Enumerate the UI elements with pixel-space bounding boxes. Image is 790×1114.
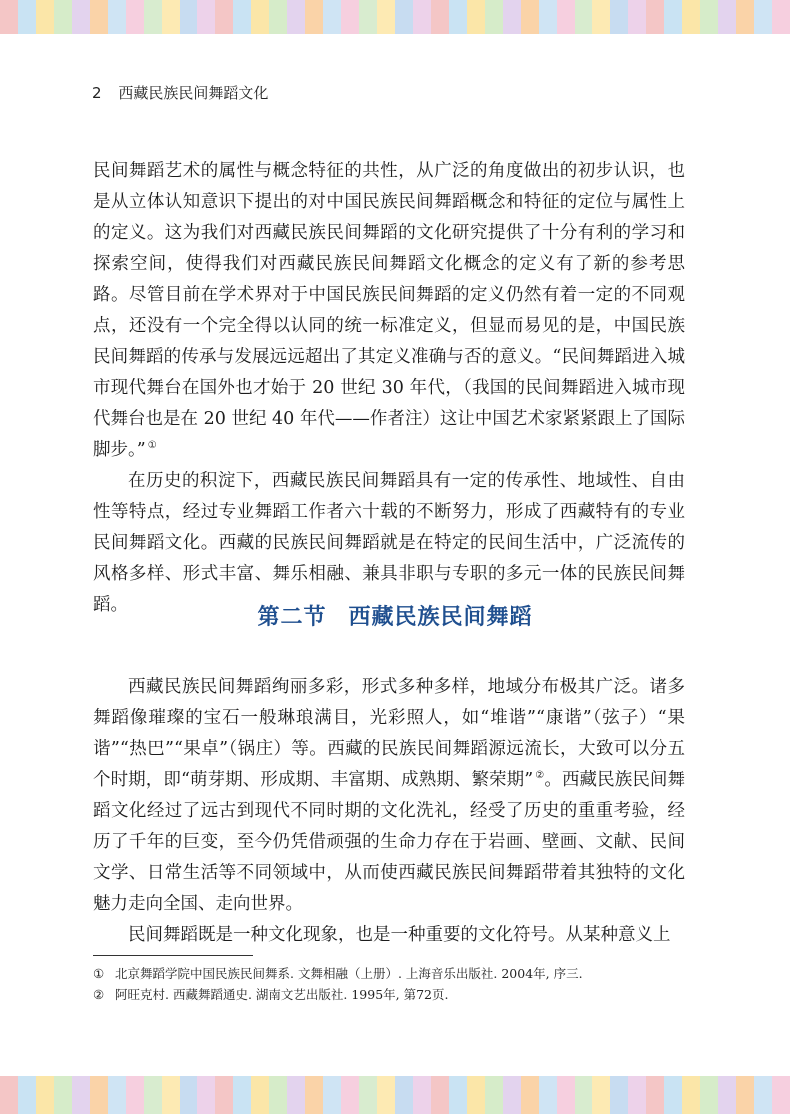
- stripe: [431, 1076, 449, 1114]
- stripe: [341, 1076, 359, 1114]
- stripe: [359, 1076, 377, 1114]
- stripe: [449, 1076, 467, 1114]
- stripe: [772, 0, 790, 34]
- stripe: [108, 0, 126, 34]
- stripe: [485, 0, 503, 34]
- stripe: [197, 1076, 215, 1114]
- stripe: [269, 1076, 287, 1114]
- stripe: [754, 0, 772, 34]
- footnotes: [93, 963, 693, 1005]
- stripe: [233, 1076, 251, 1114]
- stripe: [36, 1076, 54, 1114]
- stripe: [287, 1076, 305, 1114]
- stripe: [503, 0, 521, 34]
- footnote-item: [93, 984, 693, 1005]
- stripe: [323, 0, 341, 34]
- stripe: [449, 0, 467, 34]
- section-heading: [0, 600, 790, 631]
- stripe: [557, 1076, 575, 1114]
- stripe: [108, 1076, 126, 1114]
- paragraph: 西藏民族民间舞蹈绚丽多彩，形式多种多样，地域分布极其广泛。诸多舞蹈像璀璨的宝石一般琳琅满目，光彩照人，如“堆谐”“康谐”（弦子）“果谐”“热巴”“果卓”（锅庄）等。西藏的民族民间舞蹈源远流长，大致可以分五个时期，即“萌芽期、形成期、丰富期、成熟期、繁荣期” ②。西藏民族民间舞蹈文化经过了远古到现代不同时期的文化洗礼，经受了历史的重重考验，经历了千年的巨变，至今仍凭借顽强的生命力存在于岩画、壁画、文献、民间文学、日常生活等不同领域中，从而使西藏民族民间舞蹈带着其独特的文化魅力走向全国、走向世界。: [93, 677, 686, 914]
- stripe: [700, 1076, 718, 1114]
- stripe: [646, 0, 664, 34]
- stripe: [341, 0, 359, 34]
- stripe: [126, 0, 144, 34]
- stripe: [18, 0, 36, 34]
- stripe: [90, 0, 108, 34]
- footnote-ref[interactable]: ①: [147, 440, 157, 452]
- stripe: [395, 0, 413, 34]
- stripe: [305, 0, 323, 34]
- paragraph: 在历史的积淀下，西藏民族民间舞蹈具有一定的传承性、地域性、自由性等特点，经过专业舞蹈工作者六十载的不断努力，形成了西藏特有的专业民间舞蹈文化。西藏的民族民间舞蹈就是在特定的民间生活中，广泛流传的风格多样、形式丰富、舞乐相融、兼具非职与专职的多元一体的民族民间舞蹈。: [93, 471, 685, 615]
- stripe: [0, 0, 18, 34]
- body-text-top: [93, 156, 685, 621]
- paragraph: 民间舞蹈既是一种文化现象，也是一种重要的文化符号。从某种意义上: [128, 925, 671, 945]
- footnote-text: 阿旺克村. 西藏舞蹈通史. 湖南文艺出版社. 1995年, 第72页.: [115, 987, 449, 1002]
- stripe: [575, 0, 593, 34]
- stripe: [646, 1076, 664, 1114]
- stripe: [197, 0, 215, 34]
- footnote-text: 北京舞蹈学院中国民族民间舞系. 文舞相融（上册）. 上海音乐出版社. 2004年, 序三.: [115, 966, 583, 981]
- stripe: [144, 0, 162, 34]
- stripe: [180, 0, 198, 34]
- stripe: [718, 1076, 736, 1114]
- stripe: [521, 1076, 539, 1114]
- stripe: [54, 1076, 72, 1114]
- stripe: [18, 1076, 36, 1114]
- stripe: [592, 1076, 610, 1114]
- running-header: [92, 82, 268, 103]
- stripe: [287, 0, 305, 34]
- stripe: [575, 1076, 593, 1114]
- footnote-mark: ①: [93, 966, 105, 981]
- stripe: [72, 1076, 90, 1114]
- stripe: [413, 0, 431, 34]
- stripe: [539, 1076, 557, 1114]
- stripe: [215, 0, 233, 34]
- stripe: [736, 1076, 754, 1114]
- stripe: [467, 1076, 485, 1114]
- stripe: [610, 1076, 628, 1114]
- stripe: [126, 1076, 144, 1114]
- stripe: [664, 1076, 682, 1114]
- stripe: [539, 0, 557, 34]
- stripe: [323, 1076, 341, 1114]
- stripe: [54, 0, 72, 34]
- stripe: [162, 1076, 180, 1114]
- page-number: 2: [92, 84, 102, 102]
- stripe: [736, 0, 754, 34]
- stripe: [413, 1076, 431, 1114]
- stripe: [754, 1076, 772, 1114]
- stripe: [377, 0, 395, 34]
- stripe: [144, 1076, 162, 1114]
- stripe: [180, 1076, 198, 1114]
- stripe: [90, 1076, 108, 1114]
- stripe: [664, 0, 682, 34]
- section-number: 第二节: [257, 604, 327, 630]
- stripe: [700, 0, 718, 34]
- stripe: [395, 1076, 413, 1114]
- stripe: [718, 0, 736, 34]
- stripe: [557, 0, 575, 34]
- stripe: [215, 1076, 233, 1114]
- body-text-bottom: [93, 672, 685, 951]
- stripe: [682, 1076, 700, 1114]
- stripe: [36, 0, 54, 34]
- stripe: [521, 0, 539, 34]
- stripe: [269, 0, 287, 34]
- stripe: [485, 1076, 503, 1114]
- bottom-decorative-stripes: [0, 1076, 790, 1114]
- stripe: [592, 0, 610, 34]
- stripe: [628, 1076, 646, 1114]
- footnote-divider: [93, 955, 253, 956]
- stripe: [251, 0, 269, 34]
- footnote-mark: ②: [93, 987, 105, 1002]
- stripe: [233, 0, 251, 34]
- stripe: [72, 0, 90, 34]
- paragraph: 民间舞蹈艺术的属性与概念特征的共性，从广泛的角度做出的初步认识，也是从立体认知意识下提出的对中国民族民间舞蹈概念和特征的定位与属性上的定义。这为我们对西藏民族民间舞蹈的文化研究提供了十分有利的学习和探索空间，使得我们对西藏民族民间舞蹈文化概念的定义有了新的参考思路。尽管目前在学术界对于中国民族民间舞蹈的定义仍然有着一定的不同观点，还没有一个完全得以认同的统一标准定义，但显而易见的是，中国民族民间舞蹈的传承与发展远远超出了其定义准确与否的意义。“民间舞蹈进入城市现代舞台在国外也才始于 20 世纪 30 年代，（我国的民间舞蹈进入城市现代舞台也是在 20 世纪 40 年代——作者注）这让中国艺术家紧紧跟上了国际脚步。” ①: [93, 161, 685, 460]
- stripe: [628, 0, 646, 34]
- footnote-ref[interactable]: ②: [535, 770, 545, 782]
- stripe: [610, 0, 628, 34]
- stripe: [467, 0, 485, 34]
- section-title-text: 西藏民族民间舞蹈: [348, 604, 533, 630]
- running-title: 西藏民族民间舞蹈文化: [118, 84, 269, 102]
- stripe: [682, 0, 700, 34]
- stripe: [162, 0, 180, 34]
- stripe: [377, 1076, 395, 1114]
- stripe: [503, 1076, 521, 1114]
- stripe: [305, 1076, 323, 1114]
- stripe: [772, 1076, 790, 1114]
- footnote-item: [93, 963, 693, 984]
- stripe: [431, 0, 449, 34]
- stripe: [251, 1076, 269, 1114]
- stripe: [359, 0, 377, 34]
- stripe: [0, 1076, 18, 1114]
- top-decorative-stripes: [0, 0, 790, 34]
